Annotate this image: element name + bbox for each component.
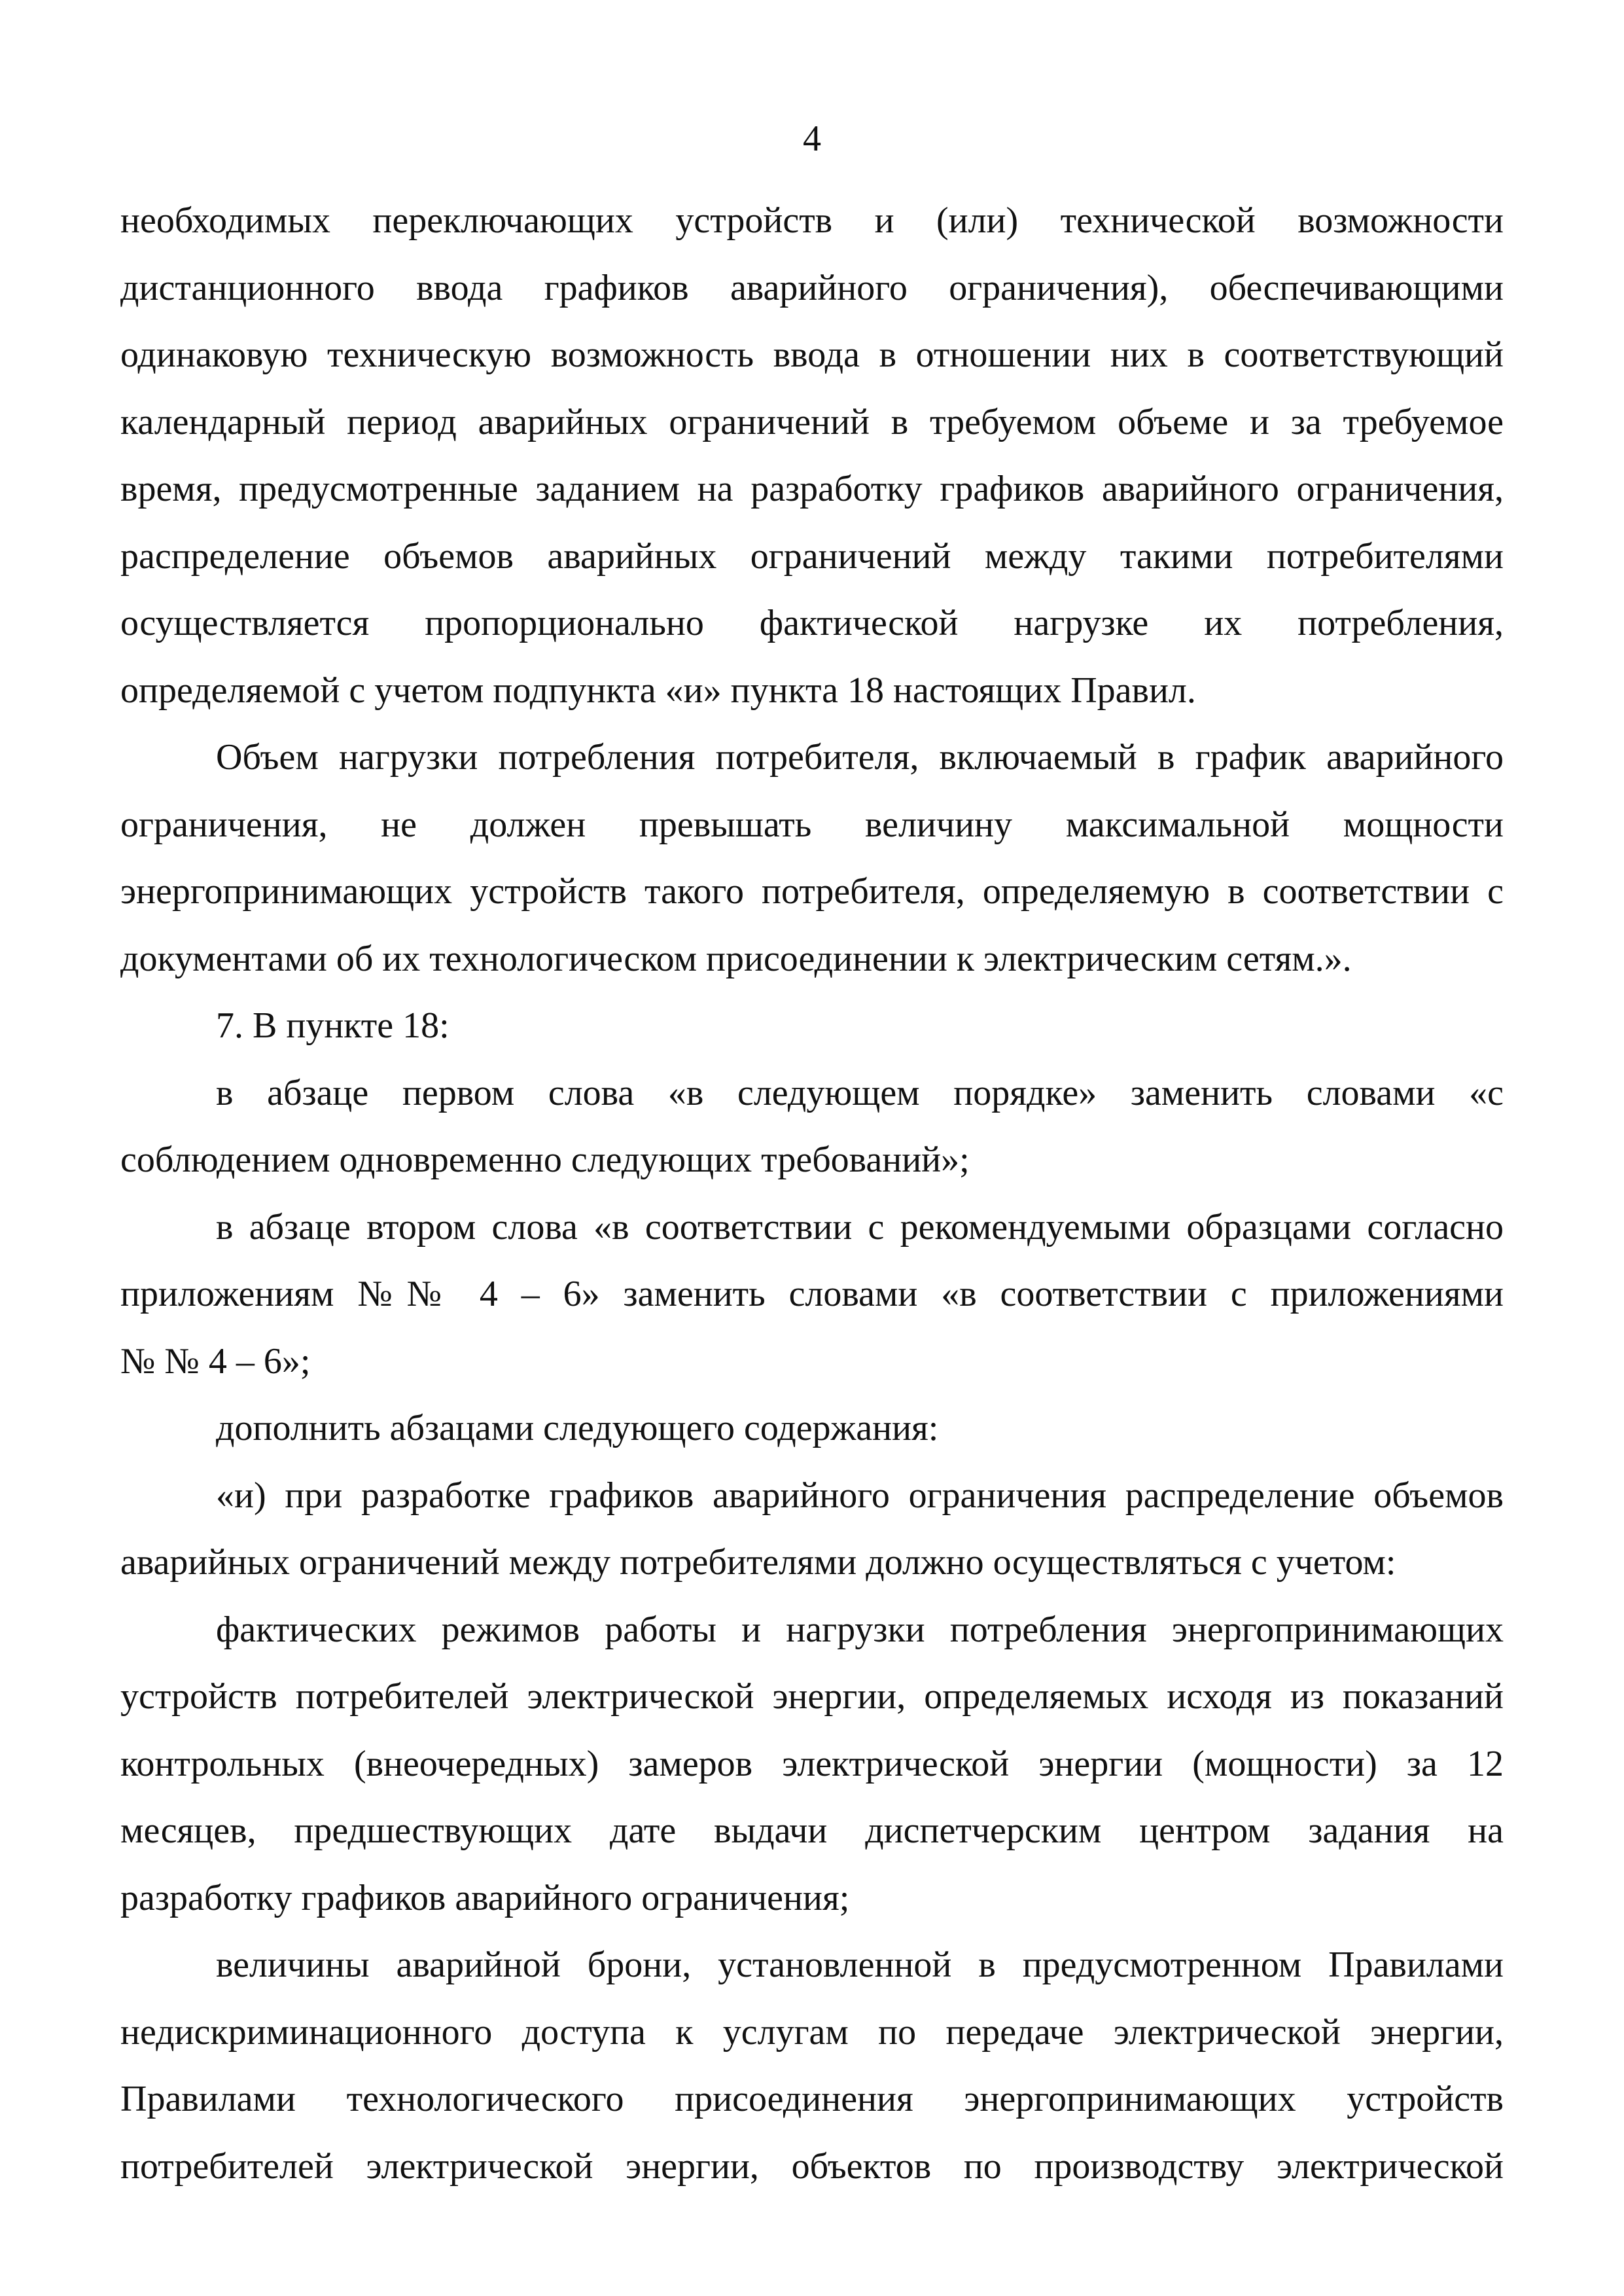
text-line: календарный период аварийных ограничений в требуемом объеме и за требуемое (120, 401, 1504, 442)
text-line: дистанционного ввода графиков аварийного ограничения), обеспечивающими (120, 267, 1504, 308)
text-line: приложениям №№ 4 – 6» заменить словами «в соответствии с приложениями (120, 1274, 1504, 1314)
text-line: потребителей электрической энергии, объектов по производству электрической (120, 2145, 1504, 2187)
paragraph (120, 187, 1504, 724)
text-line: разработку графиков аварийного ограничения; (120, 1877, 850, 1918)
text-line: осуществляется пропорционально фактической нагрузке их потребления, (120, 603, 1504, 643)
paragraph (120, 724, 1504, 992)
text-line: месяцев, предшествующих дате выдачи диспетчерским центром задания на (120, 1810, 1504, 1851)
paragraph (120, 1060, 1504, 1194)
text-line: № № 4 – 6»; (120, 1340, 311, 1382)
text-line: Объем нагрузки потребления потребителя, включаемый в график аварийного (216, 737, 1504, 778)
text-line: энергопринимающих устройств такого потребителя, определяемую в соответствии с (120, 871, 1504, 912)
text-line: «и) при разработке графиков аварийного ограничения распределение объемов (216, 1475, 1504, 1516)
paragraph (120, 1194, 1504, 1395)
text-line: величины аварийной брони, установленной в предусмотренном Правилами (216, 1945, 1504, 1985)
text-line: необходимых переключающих устройств и (или) технической возможности (120, 200, 1504, 241)
paragraph (120, 1596, 1504, 1932)
paragraph (120, 992, 1504, 1060)
text-line: 7. В пункте 18: (216, 1005, 450, 1046)
text-line: аварийных ограничений между потребителями должно осуществляться с учетом: (120, 1542, 1396, 1583)
document-body (120, 187, 1504, 2200)
page-number: 4 (803, 118, 821, 159)
text-line: недискриминационного доступа к услугам по передаче электрической энергии, (120, 2011, 1504, 2053)
text-line: одинаковую техническую возможность ввода в отношении них в соответствующий (120, 334, 1504, 375)
text-line: определяемой с учетом подпункта «и» пункта 18 настоящих Правил. (120, 670, 1196, 711)
paragraph (120, 1931, 1504, 2200)
text-line: документами об их технологическом присоединении к электрическим сетям.». (120, 938, 1352, 979)
text-line: в абзаце втором слова «в соответствии с рекомендуемыми образцами согласно (216, 1206, 1504, 1247)
text-line: ограничения, не должен превышать величину максимальной мощности (120, 804, 1504, 845)
paragraph (120, 1462, 1504, 1596)
text-line: контрольных (внеочередных) замеров электрической энергии (мощности) за 12 (120, 1743, 1504, 1784)
text-line: устройств потребителей электрической энергии, определяемых исходя из показаний (120, 1676, 1504, 1717)
text-line: Правилами технологического присоединения энергопринимающих устройств (120, 2079, 1504, 2119)
text-line: фактических режимов работы и нагрузки потребления энергопринимающих (216, 1609, 1504, 1650)
text-line: распределение объемов аварийных ограничений между такими потребителями (120, 535, 1504, 577)
paragraph (120, 1395, 1504, 1462)
text-line: соблюдением одновременно следующих требований»; (120, 1139, 970, 1180)
text-line: дополнить абзацами следующего содержания: (216, 1408, 939, 1448)
text-line: время, предусмотренные заданием на разработку графиков аварийного ограничения, (120, 469, 1504, 509)
text-line: в абзаце первом слова «в следующем порядке» заменить словами «с (216, 1072, 1504, 1113)
